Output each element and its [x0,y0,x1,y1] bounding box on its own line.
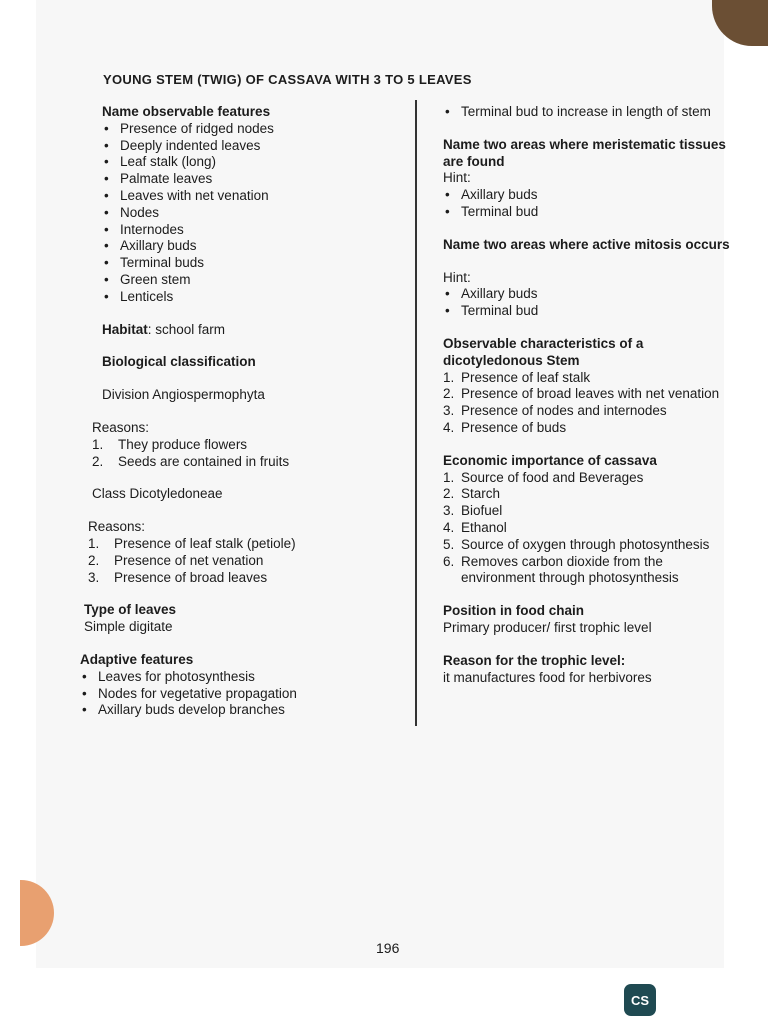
classification-heading: Biological classification [102,354,256,370]
list-item: 3. Biofuel [443,503,503,519]
list-item: • Terminal bud to increase in length of stem [443,104,733,121]
list-item: 2. Seeds are contained in fruits [92,453,290,469]
list-item: • Terminal buds [102,255,410,272]
list-item: 2. Starch [443,486,501,502]
right-column [443,104,733,686]
reason-value: it manufactures food for herbivores [443,669,652,685]
column-divider [415,100,417,726]
list-item: • Leaves for photosynthesis [80,669,410,686]
top-bullet-list [443,104,733,121]
list-item: 5. Source of oxygen through photosynthesis [443,536,710,552]
type-value: Simple digitate [84,619,173,635]
page-title: YOUNG STEM (TWIG) OF CASSAVA WITH 3 TO 5 LEAVES [103,72,472,87]
list-item: • Internodes [102,222,410,239]
observable-list [102,121,410,306]
list-item: 1. Presence of leaf stalk (petiole) [88,535,296,551]
left-margin [0,0,36,968]
division-text: Division Angiospermophyta [102,387,265,403]
observable-heading: Name observable features [102,104,271,119]
economic-heading: Economic importance of cassava [443,452,657,468]
hint-label: Hint: [443,269,471,285]
list-item: 2. Presence of broad leaves with net venation [443,386,720,402]
list-item: • Deeply indented leaves [102,138,410,155]
position-value: Primary producer/ first trophic level [443,619,652,635]
list-item: • Presence of ridged nodes [102,121,410,138]
type-heading: Type of leaves [84,602,177,618]
left-column [80,104,410,719]
list-item: • Axillary buds [443,286,733,303]
list-item: • Nodes for vegetative propagation [80,686,410,703]
habitat-value: : school farm [147,321,226,337]
list-item: 1. They produce flowers [92,436,248,452]
list-item: • Leaves with net venation [102,188,410,205]
reasons-label: Reasons: [92,419,150,435]
page-number: 196 [376,940,400,956]
list-item: 4. Ethanol [443,519,507,535]
list-item: 3. Presence of broad leaves [88,569,268,585]
mitosis-heading: Name two areas where active mitosis occurs [443,236,730,252]
habitat-label: Habitat [102,321,148,337]
list-item: 1. Presence of leaf stalk [443,369,591,385]
reasons-label: Reasons: [88,519,146,535]
division-reasons-list [92,437,410,471]
dicot-heading: Observable characteristics of a dicotyledonous Stem [443,335,644,368]
list-item: 4. Presence of buds [443,419,567,435]
list-item: • Axillary buds develop branches [80,702,410,719]
list-item: 3. Presence of nodes and internodes [443,403,667,419]
list-item: • Terminal bud [443,303,733,320]
adaptive-list [80,669,410,719]
reason-heading: Reason for the trophic level: [443,652,626,668]
class-text: Class Dicotyledoneae [92,486,223,502]
list-item: 2. Presence of net venation [88,552,264,568]
habitat-line [102,322,410,339]
list-item: • Green stem [102,272,410,289]
class-reasons-list [88,536,410,586]
hint-label: Hint: [443,170,471,186]
meristematic-heading: Name two areas where meristematic tissues are found [443,136,726,169]
list-item: • Leaf stalk (long) [102,154,410,171]
list-item: • Axillary buds [102,238,410,255]
list-item: • Axillary buds [443,187,733,204]
list-item: • Nodes [102,205,410,222]
meristematic-list [443,187,733,221]
list-item: • Palmate leaves [102,171,410,188]
adaptive-heading: Adaptive features [80,651,194,667]
mitosis-list [443,286,733,320]
position-heading: Position in food chain [443,603,584,619]
camscanner-logo-icon: CS [624,984,656,1016]
economic-list [443,470,733,588]
list-item: 1. Source of food and Beverages [443,469,644,485]
list-item: • Terminal bud [443,204,733,221]
list-item: 6. Removes carbon dioxide from the environment through photosynthesis [443,553,679,586]
list-item: • Lenticels [102,289,410,306]
dicot-list [443,370,733,437]
